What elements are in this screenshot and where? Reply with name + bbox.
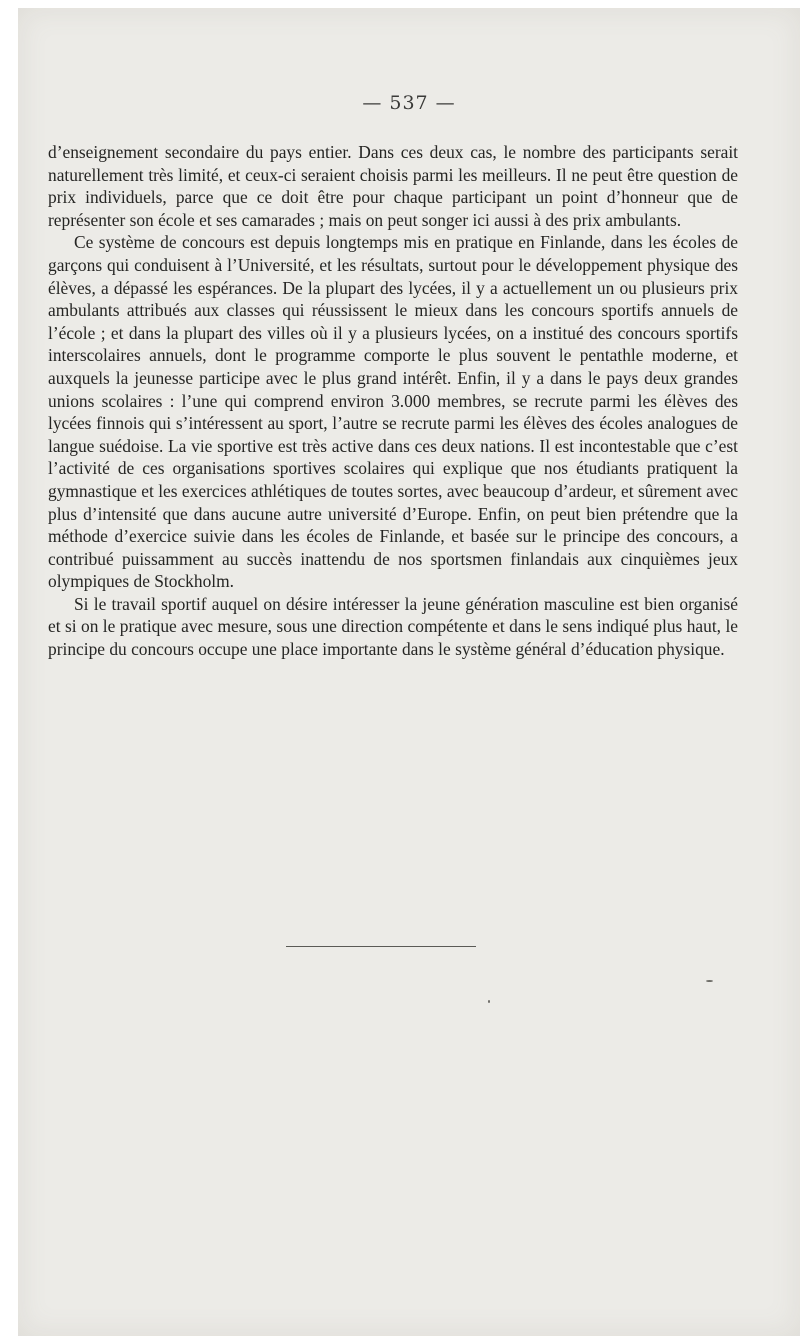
document-page [18, 8, 800, 1336]
paper-speck [706, 980, 713, 982]
paper-speck [488, 1000, 490, 1003]
paragraph: Ce système de concours est depuis longtemps mis en pratique en Finlande, dans les écoles de garçons qui conduisent à l’Université, et les résultats, surtout pour le développement physique des élèves, a dépassé les espérances. De la plupart des lycées, il y a actuellement un ou plusieurs prix ambulants attribués aux classes qui réussissent le mieux dans les concours sportifs annuels de l’école ; et dans la plupart des villes où il y a plusieurs lycées, on a institué des concours sportifs interscolaires annuels, dont le programme comporte le plus souvent le pentathle moderne, et auxquels la jeunesse participe avec le plus grand intérêt. Enfin, il y a dans le pays deux grandes unions scolaires : l’une qui comprend environ 3.000 membres, se recrute parmi les élèves des lycées finnois qui s’intéressent au sport, l’autre se recrute parmi les élèves des écoles analogues de langue suédoise. La vie sportive est très active dans ces deux nations. Il est incontestable que c’est l’activité de ces organisations sportives scolaires qui explique que nos étudiants pratiquent la gymnastique et les exercices athlétiques de toutes sortes, avec beaucoup d’ardeur, et sûrement avec plus d’intensité que dans aucune autre université d’Europe. Enfin, on peut bien prétendre que la méthode d’exercice suivie dans les écoles de Finlande, et basée sur le principe des concours, a contribué puissamment au succès inattendu de nos sportsmen finlandais aux cinquièmes jeux olympiques de Stockholm. [48, 232, 738, 592]
section-divider-rule [286, 946, 476, 947]
paragraph: Si le travail sportif auquel on désire intéresser la jeune génération masculine est bien organisé et si on le pratique avec mesure, sous une direction compétente et dans le sens indiqué plus haut, le principe du concours occupe une place importante dans le système général d’éducation physique. [48, 593, 738, 660]
paragraph-continued: d’enseignement secondaire du pays entier. Dans ces deux cas, le nombre des participants serait naturellement très limité, et ceux-ci seraient choisis parmi les meilleurs. Il ne peut être question de prix individuels, parce que ce doit être pour chaque participant un point d’honneur que de représenter son école et ses camarades ; mais on peut songer ici aussi à des prix ambulants. [48, 142, 738, 230]
page-number: — 537 — [362, 92, 456, 114]
body-text [48, 141, 738, 661]
